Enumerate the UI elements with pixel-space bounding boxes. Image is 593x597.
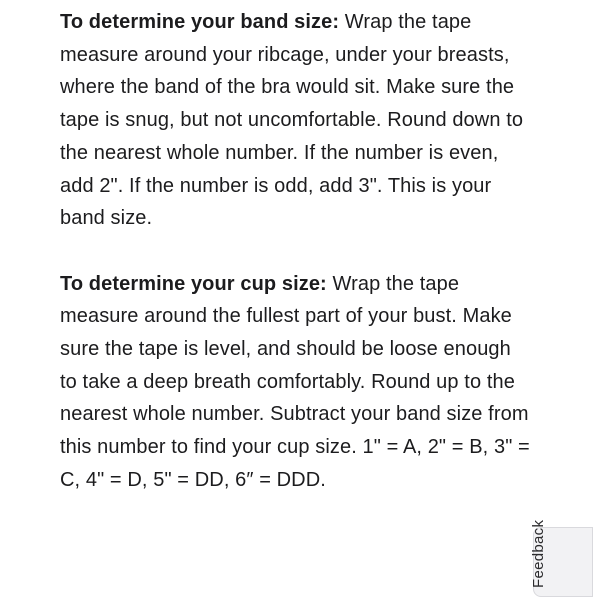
size-guide-content (60, 6, 530, 497)
cup-size-instructions: Wrap the tape measure around the fullest part of your bust. Make sure the tape is level, and should be loose enough to take a deep breath comfortably. Round up to the nearest whole number. Subtract your band size from this number to find your cup size. 1" = A, 2" = B, 3" = C, 4" = D, 5" = DD, 6″ = DDD. (60, 272, 530, 491)
feedback-tab-label: Feedback (530, 519, 547, 588)
band-size-paragraph (60, 6, 530, 235)
cup-size-heading: To determine your cup size: (60, 272, 327, 295)
band-size-heading: To determine your band size: (60, 11, 340, 33)
feedback-tab-button[interactable] (530, 519, 593, 597)
cup-size-paragraph (60, 268, 530, 497)
band-size-instructions: Wrap the tape measure around your ribcage, under your breasts, where the band of the bra would sit. Make sure the tape is snug, but not uncomfortable. Round down to the nearest whole number. If the number is even, add 2". If the number is odd, add 3". This is your band size. (60, 11, 524, 230)
